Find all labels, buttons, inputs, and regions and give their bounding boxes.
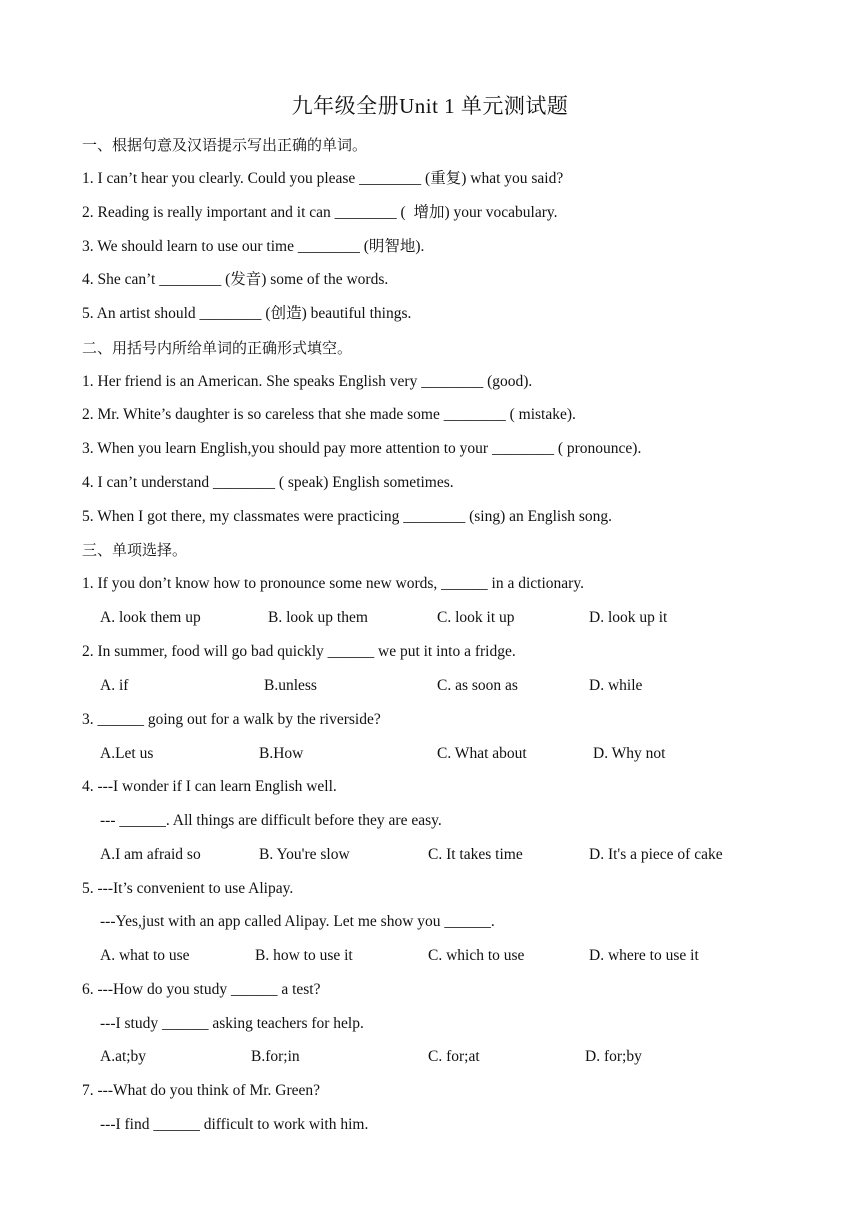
question-line: ---I find ______ difficult to work with him.: [100, 1116, 369, 1133]
option-c: C. which to use: [428, 947, 525, 964]
option-a: A.at;by: [100, 1048, 147, 1065]
option-b: B. You're slow: [259, 846, 350, 863]
option-d: D. where to use it: [589, 947, 699, 964]
option-c: C. as soon as: [437, 677, 518, 694]
option-b: B. how to use it: [255, 947, 353, 964]
option-a: A. look them up: [100, 609, 201, 626]
question-line: 5. ---It’s convenient to use Alipay.: [82, 880, 294, 897]
option-d: D. Why not: [593, 745, 666, 762]
page-title: 九年级全册Unit 1 单元测试题: [291, 94, 569, 118]
option-d: D. It's a piece of cake: [589, 846, 723, 863]
option-c: C. look it up: [437, 609, 515, 626]
question-line: 1. Her friend is an American. She speaks English very ________ (good).: [82, 373, 533, 390]
option-a: A.I am afraid so: [100, 846, 201, 863]
option-c: C. It takes time: [428, 846, 523, 863]
option-d: D. while: [589, 677, 643, 694]
question-line: 3. When you learn English,you should pay more attention to your ________ ( pronounce).: [82, 440, 642, 457]
question-line: 2. Reading is really important and it can ________ ( 增加) your vocabulary.: [82, 204, 558, 221]
question-line: 3. We should learn to use our time ________ (明智地).: [82, 238, 425, 255]
option-d: D. look up it: [589, 609, 668, 626]
question-line: 4. She can’t ________ (发音) some of the words.: [82, 271, 389, 288]
question-line: 4. ---I wonder if I can learn English well.: [82, 778, 337, 795]
question-line: ---Yes,just with an app called Alipay. Let me show you ______.: [100, 913, 495, 930]
option-d: D. for;by: [585, 1048, 642, 1065]
question-line: 4. I can’t understand ________ ( speak) English sometimes.: [82, 474, 454, 491]
question-line: 7. ---What do you think of Mr. Green?: [82, 1082, 321, 1099]
option-b: B. look up them: [268, 609, 368, 626]
option-c: C. for;at: [428, 1048, 480, 1065]
question-line: 6. ---How do you study ______ a test?: [82, 981, 321, 998]
question-line: --- ______. All things are difficult before they are easy.: [100, 812, 442, 829]
question-line: 1. If you don’t know how to pronounce some new words, ______ in a dictionary.: [82, 575, 584, 592]
option-b: B.unless: [264, 677, 317, 694]
option-a: A. what to use: [100, 947, 190, 964]
question-line: 5. An artist should ________ (创造) beautiful things.: [82, 305, 412, 322]
section-heading: 三、单项选择。: [82, 541, 188, 559]
option-b: B.for;in: [251, 1048, 300, 1065]
option-b: B.How: [259, 745, 304, 762]
option-c: C. What about: [437, 745, 527, 762]
section-heading: 一、根据句意及汉语提示写出正确的单词。: [82, 136, 368, 154]
section-heading: 二、用括号内所给单词的正确形式填空。: [82, 339, 353, 357]
option-a: A. if: [100, 677, 129, 694]
question-line: 1. I can’t hear you clearly. Could you please ________ (重复) what you said?: [82, 170, 564, 187]
question-line: 3. ______ going out for a walk by the riverside?: [82, 711, 381, 728]
option-a: A.Let us: [100, 745, 154, 762]
question-line: ---I study ______ asking teachers for help.: [100, 1015, 364, 1032]
question-line: 2. Mr. White’s daughter is so careless that she made some ________ ( mistake).: [82, 406, 576, 423]
question-line: 5. When I got there, my classmates were practicing ________ (sing) an English song.: [82, 508, 613, 525]
question-line: 2. In summer, food will go bad quickly ______ we put it into a fridge.: [82, 643, 516, 660]
